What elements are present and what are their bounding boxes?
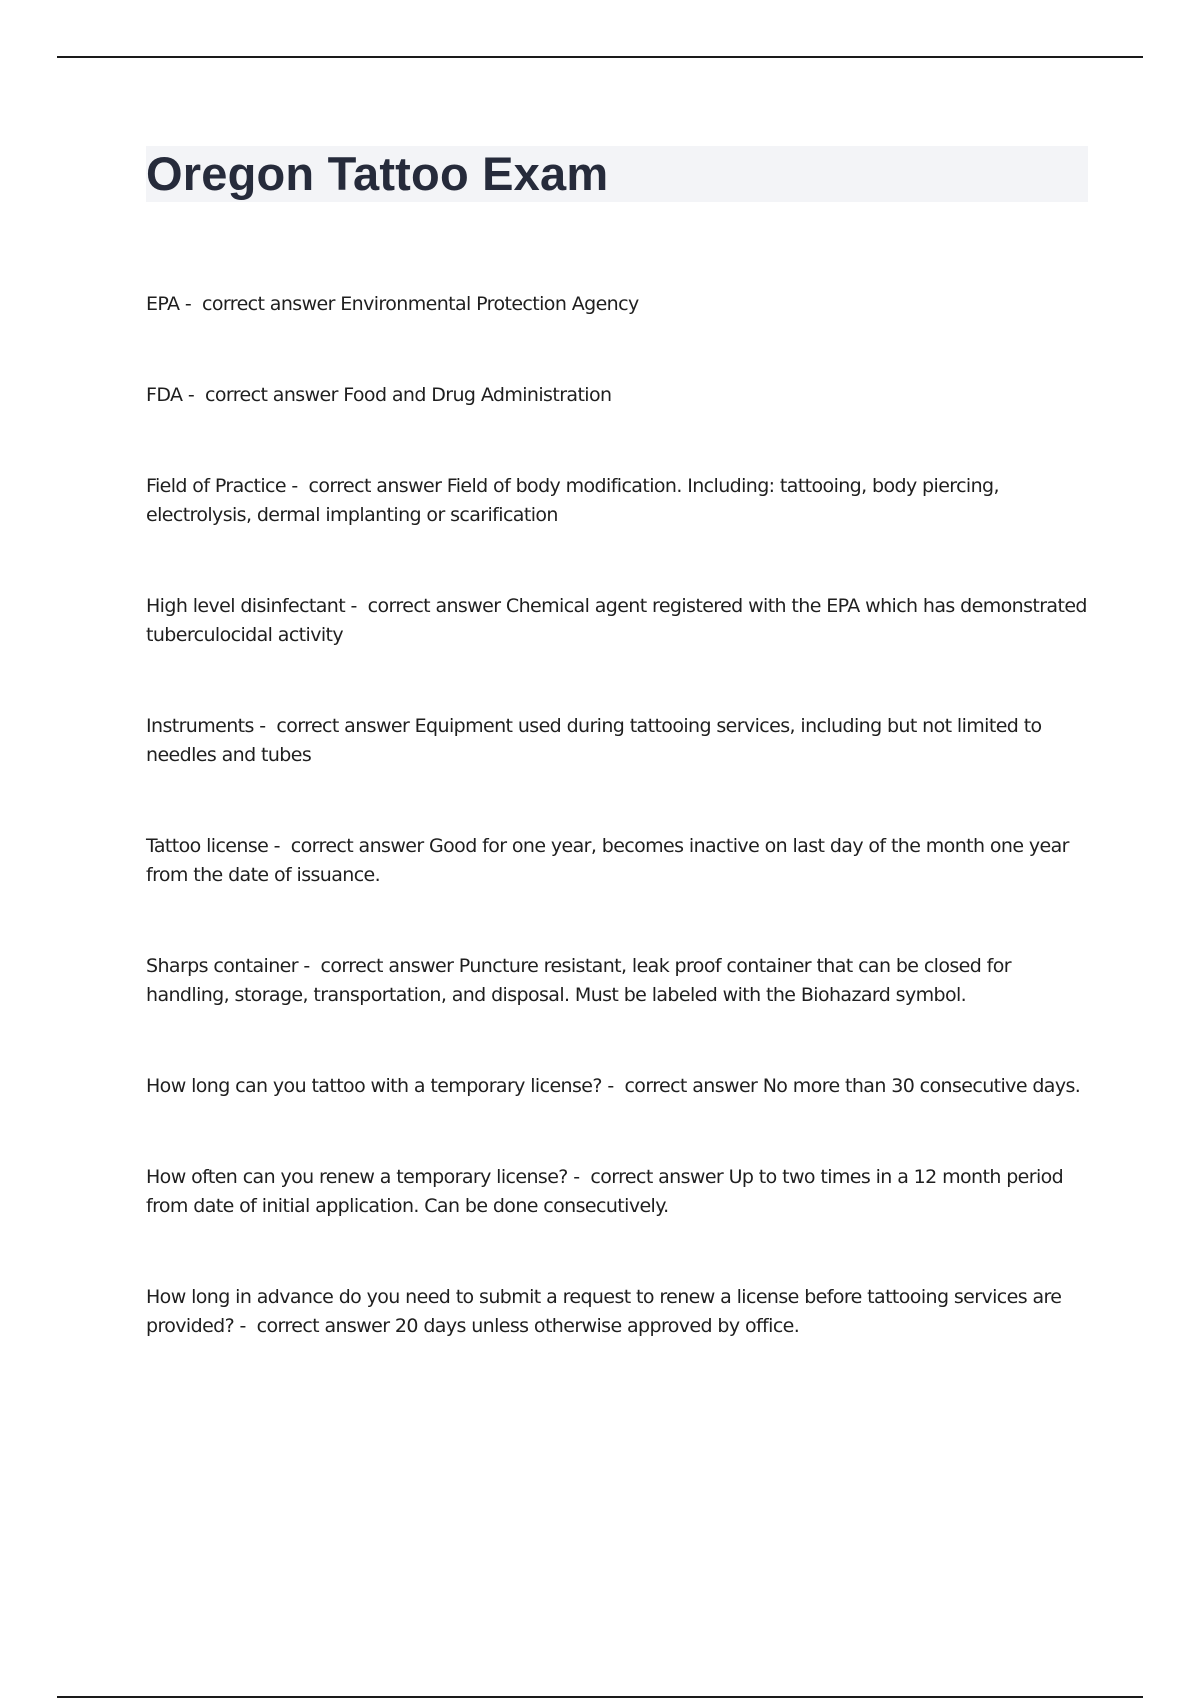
answer-separator: - correct answer <box>345 595 506 617</box>
answer-separator: - correct answer <box>567 1166 729 1188</box>
qa-term: Instruments <box>146 715 254 737</box>
qa-item <box>146 290 1096 381</box>
top-rule <box>57 56 1143 58</box>
qa-answer: Good for one year, becomes inactive on last day of the month one year from the date of issuance. <box>146 835 1069 886</box>
answer-separator: - correct answer <box>268 835 430 857</box>
qa-term: High level disinfectant <box>146 595 346 617</box>
qa-item <box>146 712 1096 832</box>
qa-item <box>146 952 1096 1072</box>
qa-term: EPA <box>146 293 180 315</box>
qa-answer: Puncture resistant, leak proof container that can be closed for handling, storage, transportation, and disposal. Must be labeled with the Biohazard symbol. <box>146 955 1011 1006</box>
answer-separator: - correct answer <box>285 475 447 497</box>
qa-term: Sharps container <box>146 955 298 977</box>
qa-answer: Chemical agent registered with the EPA which has demonstrated tuberculocidal activity <box>146 595 1087 646</box>
qa-term: How often can you renew a temporary license? <box>146 1166 568 1188</box>
qa-answer: 20 days unless otherwise approved by office. <box>394 1315 800 1337</box>
qa-answer: Environmental Protection Agency <box>340 293 639 315</box>
answer-separator: - correct answer <box>182 384 344 406</box>
answer-separator: - correct answer <box>297 955 459 977</box>
qa-term: Field of Practice <box>146 475 286 497</box>
qa-list <box>146 290 1096 1403</box>
qa-term: Tattoo license <box>146 835 269 857</box>
bottom-rule <box>57 1696 1143 1698</box>
qa-item <box>146 1163 1096 1283</box>
answer-separator: - correct answer <box>253 715 415 737</box>
qa-answer: Equipment used during tattooing services, including but not limited to needles and tubes <box>146 715 1042 766</box>
qa-answer: Field of body modification. Including: tattooing, body piercing, electrolysis, dermal implanting or scarification <box>146 475 999 526</box>
qa-answer: Up to two times in a 12 month period from date of initial application. Can be done consecutively. <box>146 1166 1064 1217</box>
qa-item <box>146 1072 1096 1163</box>
answer-separator: - correct answer <box>601 1075 763 1097</box>
qa-item <box>146 592 1096 712</box>
answer-separator: - correct answer <box>179 293 341 315</box>
answer-separator: - correct answer <box>234 1315 395 1337</box>
qa-item <box>146 472 1096 592</box>
qa-term: How long in advance do you need to submit a request to renew a license before tattooing services are provided? <box>146 1286 1062 1337</box>
qa-item <box>146 1283 1096 1403</box>
page-title: Oregon Tattoo Exam <box>146 147 609 200</box>
qa-term: FDA <box>146 384 183 406</box>
qa-answer: No more than 30 consecutive days. <box>762 1075 1081 1097</box>
qa-item <box>146 381 1096 472</box>
qa-item <box>146 832 1096 952</box>
qa-term: How long can you tattoo with a temporary license? <box>146 1075 602 1097</box>
qa-answer: Food and Drug Administration <box>343 384 612 406</box>
